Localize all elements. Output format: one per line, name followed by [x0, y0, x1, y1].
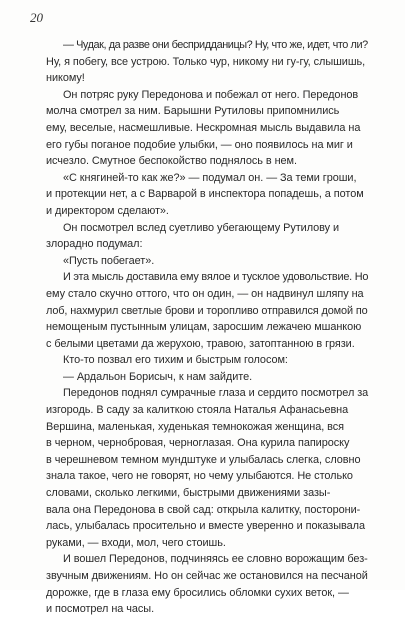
text-line: вала она Передонова в свой сад: открыла калитку, посторони-: [46, 503, 361, 516]
text-line: в черешневом темном мундштуке и улыбалась слегка, словно: [46, 453, 361, 466]
text-line: словами, сколько легкими, быстрыми движениями зазы-: [46, 487, 331, 500]
text-line: его губы поганое подобие улыбки, — оно появилось на миг и: [46, 138, 353, 151]
text-line: Он посмотрел вслед суетливо убегающему Рутилову и: [63, 221, 340, 234]
text-line: с белыми цветами да жерухою, травою, затоптанною в грязи.: [46, 337, 355, 350]
text-line: — Чудак, да разве они беспридданицы? Ну, что же, идет, что ли?: [63, 39, 368, 51]
text-line: молча смотрел за ним. Барышни Рутиловы припомнились: [46, 105, 340, 118]
text-line: Вершина, маленькая, худенькая темнокожая женщина, вся: [46, 420, 345, 433]
text-line: Ну, я побегу, все устрою. Только чур, никому ни гу-гу, слышишь,: [46, 55, 366, 68]
text-line: никому!: [46, 72, 85, 85]
text-line: и посмотрел на часы.: [46, 603, 155, 616]
text-line: в черном, чернобровая, черноглазая. Она курила папироску: [46, 437, 350, 450]
text-line: руками, — входи, мол, чего стоишь.: [46, 536, 226, 549]
text-line: лоб, нахмурил светлые брови и торопливо отправился домой по: [46, 304, 368, 317]
text-line: дорожке, где в глаза ему бросились обломки сухих веток, —: [46, 586, 349, 599]
text-line: звучным движениям. Но он сейчас же остановился на песчаной: [46, 570, 368, 582]
text-line: немощеным пустынным улицам, заросшим лежачею мшанкою: [46, 321, 362, 334]
page-number: 20: [30, 10, 43, 25]
text-line: И вошел Передонов, подчиняясь ее словно ворожащим без-: [63, 553, 368, 566]
text-line: И эта мысль доставила ему вялое и тусклое удовольствие. Но: [63, 271, 369, 284]
text-line: — Ардальон Борисыч, к нам зайдите.: [63, 370, 253, 383]
text-line: ему стало скучно оттого, что он один, — он надвинул шляпу на: [46, 287, 364, 300]
text-line: и протекции нет, а с Варварой в инспектора попадешь, а потом: [46, 188, 364, 201]
text-line: исчезло. Смутное беспокойство поднялось в нем.: [46, 155, 297, 168]
body-text: [46, 37, 368, 618]
text-line: ему, веселые, насмешливые. Нескромная мысль выдавила на: [46, 121, 361, 134]
text-line: Он потряс руку Передонова и побежал от него. Передонов: [63, 88, 359, 101]
text-line: Кто-то позвал его тихим и быстрым голосом:: [63, 354, 288, 367]
text-line: Передонов поднял сумрачные глаза и сердито посмотрел за: [63, 387, 369, 400]
text-line: лась, улыбалась просительно и вместе уверенно и показывала: [46, 520, 365, 533]
text-line: злорадно подумал:: [46, 238, 143, 251]
text-line: «Пусть побегает».: [63, 254, 155, 267]
text-line: изгородь. В саду за калиткою стояла Наталья Афанасьевна: [46, 404, 349, 417]
text-line: знала такое, чего не говорят, но чему улыбаются. Не столько: [46, 470, 353, 483]
text-line: и директором сделают».: [46, 204, 169, 217]
text-line: «С княгиней-то как же?» — подумал он. — За теми гроши,: [63, 171, 357, 184]
